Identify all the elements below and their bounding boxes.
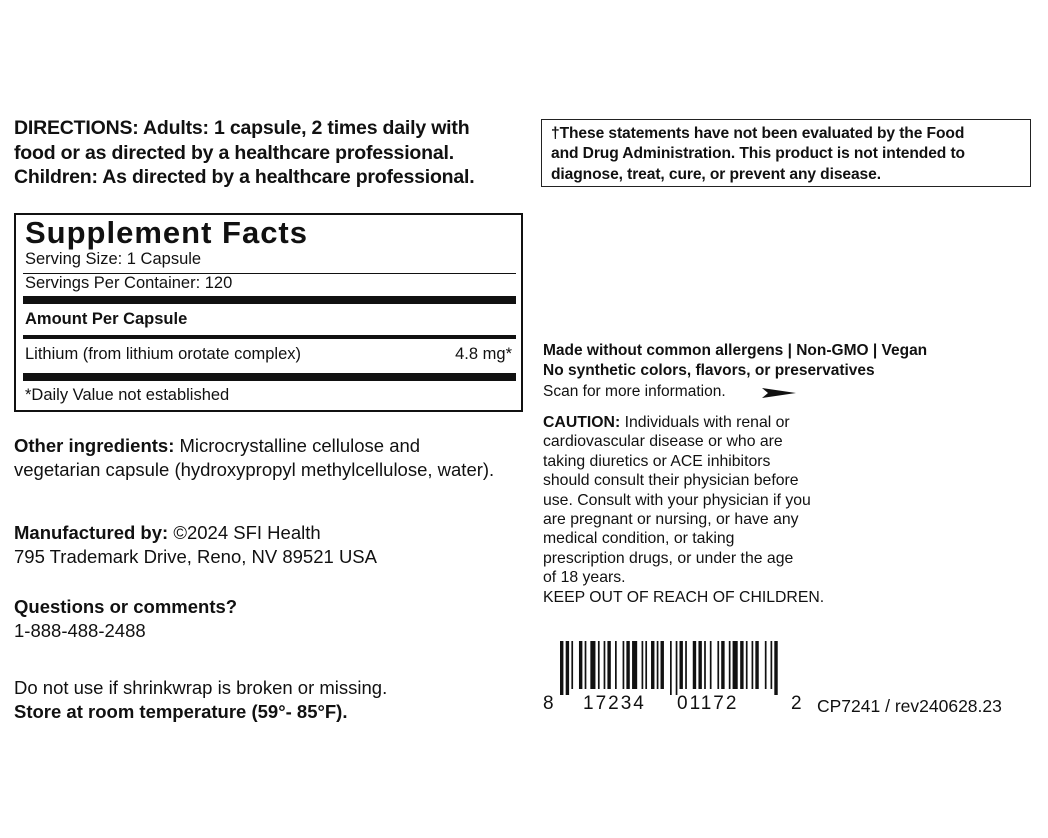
barcode-bar xyxy=(670,641,672,695)
barcode-bar xyxy=(729,641,731,689)
manufacturer-name: ©2024 SFI Health xyxy=(168,522,321,543)
barcode-lead-digit: 8 xyxy=(543,693,554,714)
disclaimer-line: †These statements have not been evaluated by the Food xyxy=(551,125,965,142)
directions-text xyxy=(14,116,534,190)
caution-line: taking diuretics or ACE inhibitors xyxy=(543,452,771,470)
barcode-bar xyxy=(755,641,758,689)
barcode xyxy=(560,641,780,695)
barcode-bar xyxy=(566,641,569,695)
barcode-bar xyxy=(740,641,743,689)
barcode-group-right: 01172 xyxy=(677,693,739,714)
barcode-bar xyxy=(733,641,738,689)
caution-line: should consult their physician before xyxy=(543,472,799,490)
barcode-bar xyxy=(693,641,696,689)
barcode-bar xyxy=(771,641,773,689)
allergen-claims: Made without common allergens | Non-GMO | Vegan xyxy=(543,342,928,359)
caution-line: cardiovascular disease or who are xyxy=(543,433,783,451)
fda-disclaimer-box xyxy=(541,119,1031,187)
amount-per-capsule-header: Amount Per Capsule xyxy=(25,310,188,328)
supplement-facts-title: Supplement Facts xyxy=(25,215,308,250)
barcode-bar xyxy=(645,641,647,689)
arrow-right-icon xyxy=(762,388,796,398)
caution-label: CAUTION: xyxy=(543,414,621,431)
phone-number: 1-888-488-2488 xyxy=(14,619,146,641)
manufacturer-address: 795 Trademark Drive, Reno, NV 89521 USA xyxy=(14,545,377,567)
caution-line: are pregnant or nursing, or have any xyxy=(543,511,799,529)
disclaimer-line: and Drug Administration. This product is not intended to xyxy=(551,145,965,163)
scan-prompt: Scan for more information. xyxy=(543,383,726,400)
manufacturer-label: Manufactured by: xyxy=(14,522,169,543)
barcode-bar xyxy=(590,641,595,689)
barcode-bar xyxy=(585,641,587,689)
barcode-bar xyxy=(632,641,637,689)
caution-line: prescription drugs, or under the age xyxy=(543,549,794,567)
manufacturer-info xyxy=(14,521,534,568)
caution-line: of 18 years. xyxy=(543,569,626,587)
barcode-bar xyxy=(661,641,664,689)
storage-temperature: Store at room temperature (59°- 85°F). xyxy=(14,700,348,722)
barcode-bar xyxy=(676,641,678,695)
product-claims xyxy=(543,341,1003,380)
barcode-bar xyxy=(704,641,706,689)
directions-line: DIRECTIONS: Adults: 1 capsule, 2 times daily with xyxy=(14,117,470,139)
disclaimer-line: diagnose, treat, cure, or prevent any disease. xyxy=(551,165,881,183)
daily-value-footnote: *Daily Value not established xyxy=(25,386,230,404)
storage-info xyxy=(14,676,534,723)
caution-line: medical condition, or taking xyxy=(543,530,735,548)
servings-per-container: Servings Per Container: 120 xyxy=(25,274,233,292)
barcode-bar xyxy=(685,641,687,689)
barcode-check-digit: 2 xyxy=(791,693,802,714)
other-ingredients-text: Microcrystalline cellulose and xyxy=(174,435,421,456)
divider-thick xyxy=(23,373,516,381)
directions-line: food or as directed by a healthcare professional. xyxy=(14,141,454,164)
barcode-bar xyxy=(657,641,659,689)
barcode-bar xyxy=(579,641,582,689)
barcode-bar xyxy=(604,641,606,689)
barcode-digits xyxy=(543,693,803,717)
barcode-bar xyxy=(717,641,719,689)
barcode-bar xyxy=(721,641,724,689)
caution-line: Individuals with renal or xyxy=(620,414,790,431)
barcode-bar xyxy=(710,641,712,689)
barcode-bar xyxy=(679,641,682,689)
directions-line: Children: As directed by a healthcare professional. xyxy=(14,166,475,188)
product-code: CP7241 / rev240628.23 xyxy=(817,696,1002,716)
questions-label: Questions or comments? xyxy=(14,596,238,617)
other-ingredients-label: Other ingredients: xyxy=(14,435,175,456)
barcode-bar xyxy=(598,641,600,689)
barcode-bar xyxy=(626,641,629,689)
ingredient-name: Lithium (from lithium orotate complex) xyxy=(25,345,302,363)
questions-contact xyxy=(14,595,534,642)
barcode-bar xyxy=(698,641,701,689)
synthetic-claims: No synthetic colors, flavors, or preservatives xyxy=(543,361,875,379)
barcode-bar xyxy=(571,641,573,689)
barcode-bar xyxy=(774,641,777,695)
barcode-bar xyxy=(765,641,767,689)
supplement-facts-panel xyxy=(14,213,523,412)
barcode-bar xyxy=(746,641,748,689)
keep-out-of-reach: KEEP OUT OF REACH OF CHILDREN. xyxy=(543,588,825,606)
other-ingredients xyxy=(14,434,534,481)
barcode-bar xyxy=(615,641,617,689)
barcode-bar xyxy=(607,641,610,689)
divider-medium xyxy=(23,335,516,339)
barcode-bar xyxy=(752,641,754,689)
divider-thick xyxy=(23,296,516,304)
serving-size: Serving Size: 1 Capsule xyxy=(25,250,202,268)
other-ingredients-text: vegetarian capsule (hydroxypropyl methylcellulose, water). xyxy=(14,458,495,480)
shrinkwrap-warning: Do not use if shrinkwrap is broken or missing. xyxy=(14,677,388,698)
barcode-bar xyxy=(560,641,563,695)
caution-warning xyxy=(543,413,833,607)
barcode-bar xyxy=(623,641,625,689)
caution-line: use. Consult with your physician if you xyxy=(543,491,811,509)
barcode-group-left: 17234 xyxy=(583,693,646,714)
ingredient-amount: 4.8 mg* xyxy=(455,345,512,363)
barcode-bar xyxy=(651,641,654,689)
barcode-bar xyxy=(642,641,644,689)
